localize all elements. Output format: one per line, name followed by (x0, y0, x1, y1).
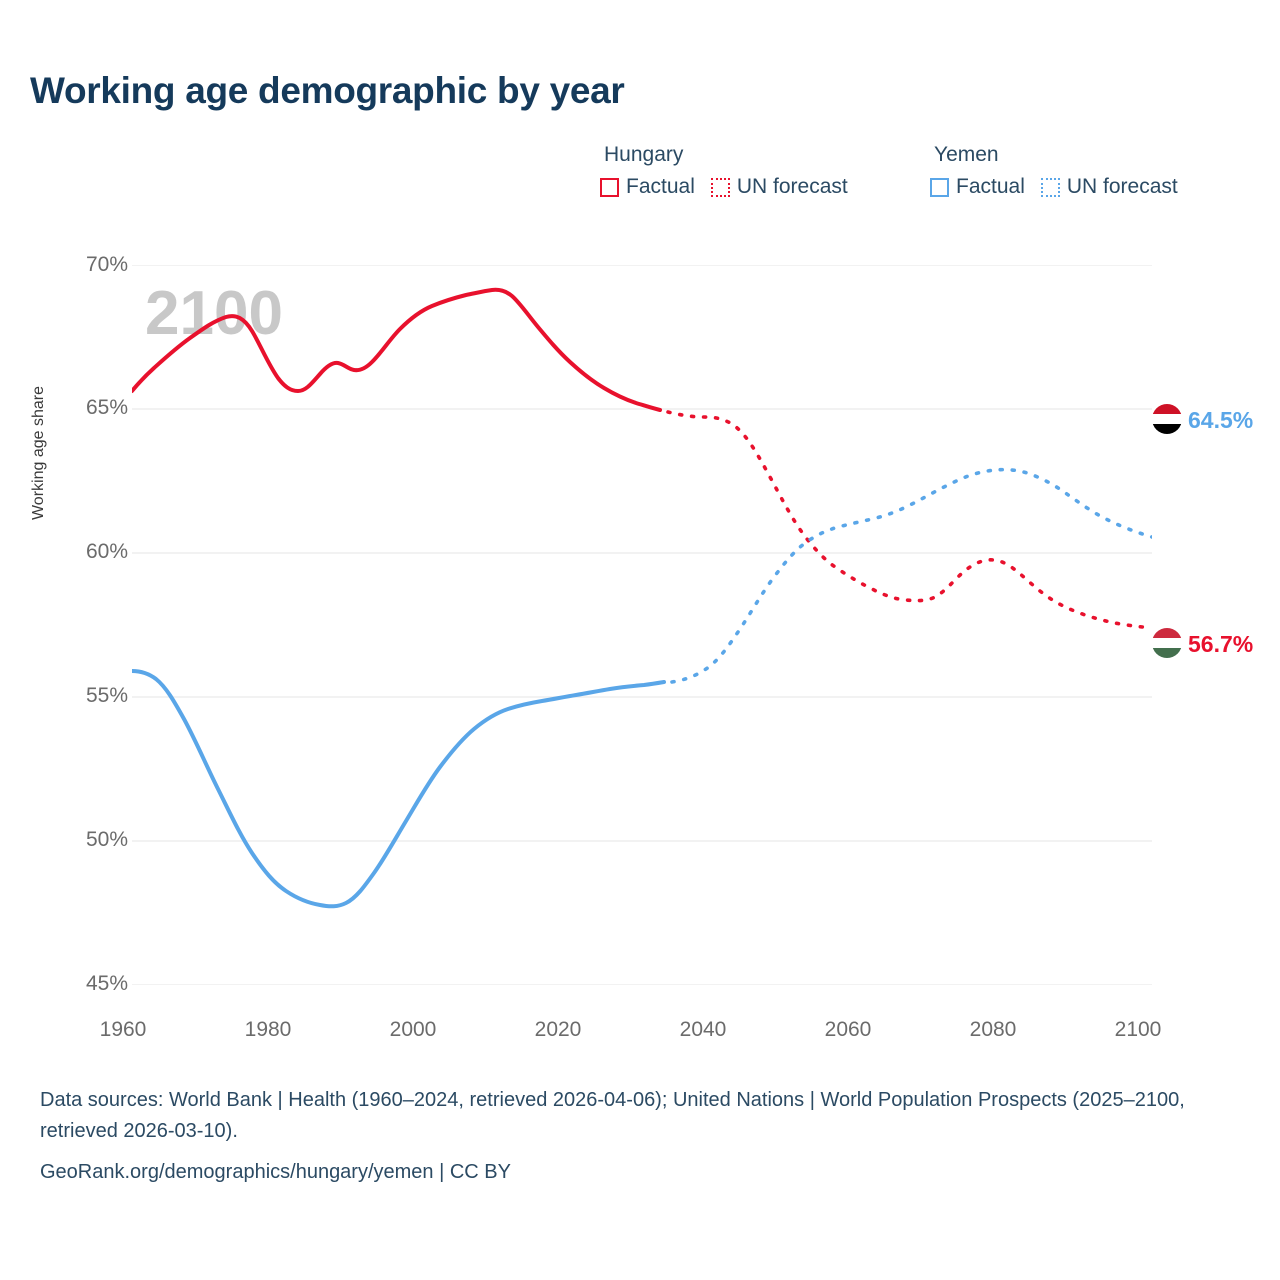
series-yemen-forecast (672, 470, 1152, 682)
chart-plot-area (132, 265, 1152, 985)
footer-attribution: GeoRank.org/demographics/hungary/yemen | CC BY (40, 1161, 511, 1183)
legend-swatch-solid-icon (600, 178, 619, 197)
series-hungary-factual (132, 290, 660, 410)
series-yemen-factual (132, 671, 664, 906)
legend-swatch-dotted-icon (711, 178, 730, 197)
y-tick-60: 60% (85, 540, 128, 563)
x-tick-2100: 2100 (1114, 1018, 1162, 1041)
x-tick-2080: 2080 (969, 1018, 1017, 1041)
legend-swatch-dotted-icon (1041, 178, 1060, 197)
legend-group-hungary (600, 143, 930, 199)
y-axis-label: Working age share (30, 386, 47, 520)
legend-group-yemen (930, 143, 1260, 199)
x-tick-2040: 2040 (679, 1018, 727, 1041)
legend-item-yemen-factual[interactable] (930, 175, 1025, 199)
legend-label-hungary-forecast: UN forecast (736, 175, 848, 198)
y-tick-50: 50% (85, 828, 128, 851)
x-tick-2060: 2060 (824, 1018, 872, 1041)
y-tick-65: 65% (85, 396, 128, 419)
x-tick-1980: 1980 (244, 1018, 292, 1041)
legend-country-hungary: Hungary (604, 143, 684, 166)
legend-label-yemen-factual: Factual (956, 175, 1025, 198)
series-hungary-forecast (668, 412, 1152, 628)
y-tick-45: 45% (85, 972, 128, 995)
legend-item-hungary-forecast[interactable] (711, 175, 848, 199)
flag-hungary-icon (1152, 628, 1182, 658)
x-tick-1960: 1960 (99, 1018, 147, 1041)
end-label-hungary: 56.7% (1188, 631, 1254, 657)
legend-label-yemen-forecast: UN forecast (1066, 175, 1178, 198)
x-tick-2020: 2020 (534, 1018, 582, 1041)
footer-sources: Data sources: World Bank | Health (1960–2024, retrieved 2026-04-06); United Nations | World Population Prospects (2025–2100, retrieved 2026-03-10). (40, 1089, 1185, 1142)
year-watermark: 2100 (145, 279, 283, 348)
y-tick-55: 55% (85, 684, 128, 707)
legend-swatch-solid-icon (930, 178, 949, 197)
end-label-yemen: 64.5% (1188, 407, 1254, 433)
legend-country-yemen: Yemen (934, 143, 999, 166)
flag-yemen-icon (1152, 404, 1182, 434)
legend-label-hungary-factual: Factual (626, 175, 695, 198)
y-tick-70: 70% (85, 253, 128, 276)
legend-item-yemen-forecast[interactable] (1041, 175, 1178, 199)
legend (600, 143, 1260, 199)
x-tick-2000: 2000 (389, 1018, 437, 1041)
legend-item-hungary-factual[interactable] (600, 175, 695, 199)
footer (40, 1085, 1240, 1188)
page-title: Working age demographic by year (30, 70, 625, 111)
grid-lines (132, 265, 1152, 985)
